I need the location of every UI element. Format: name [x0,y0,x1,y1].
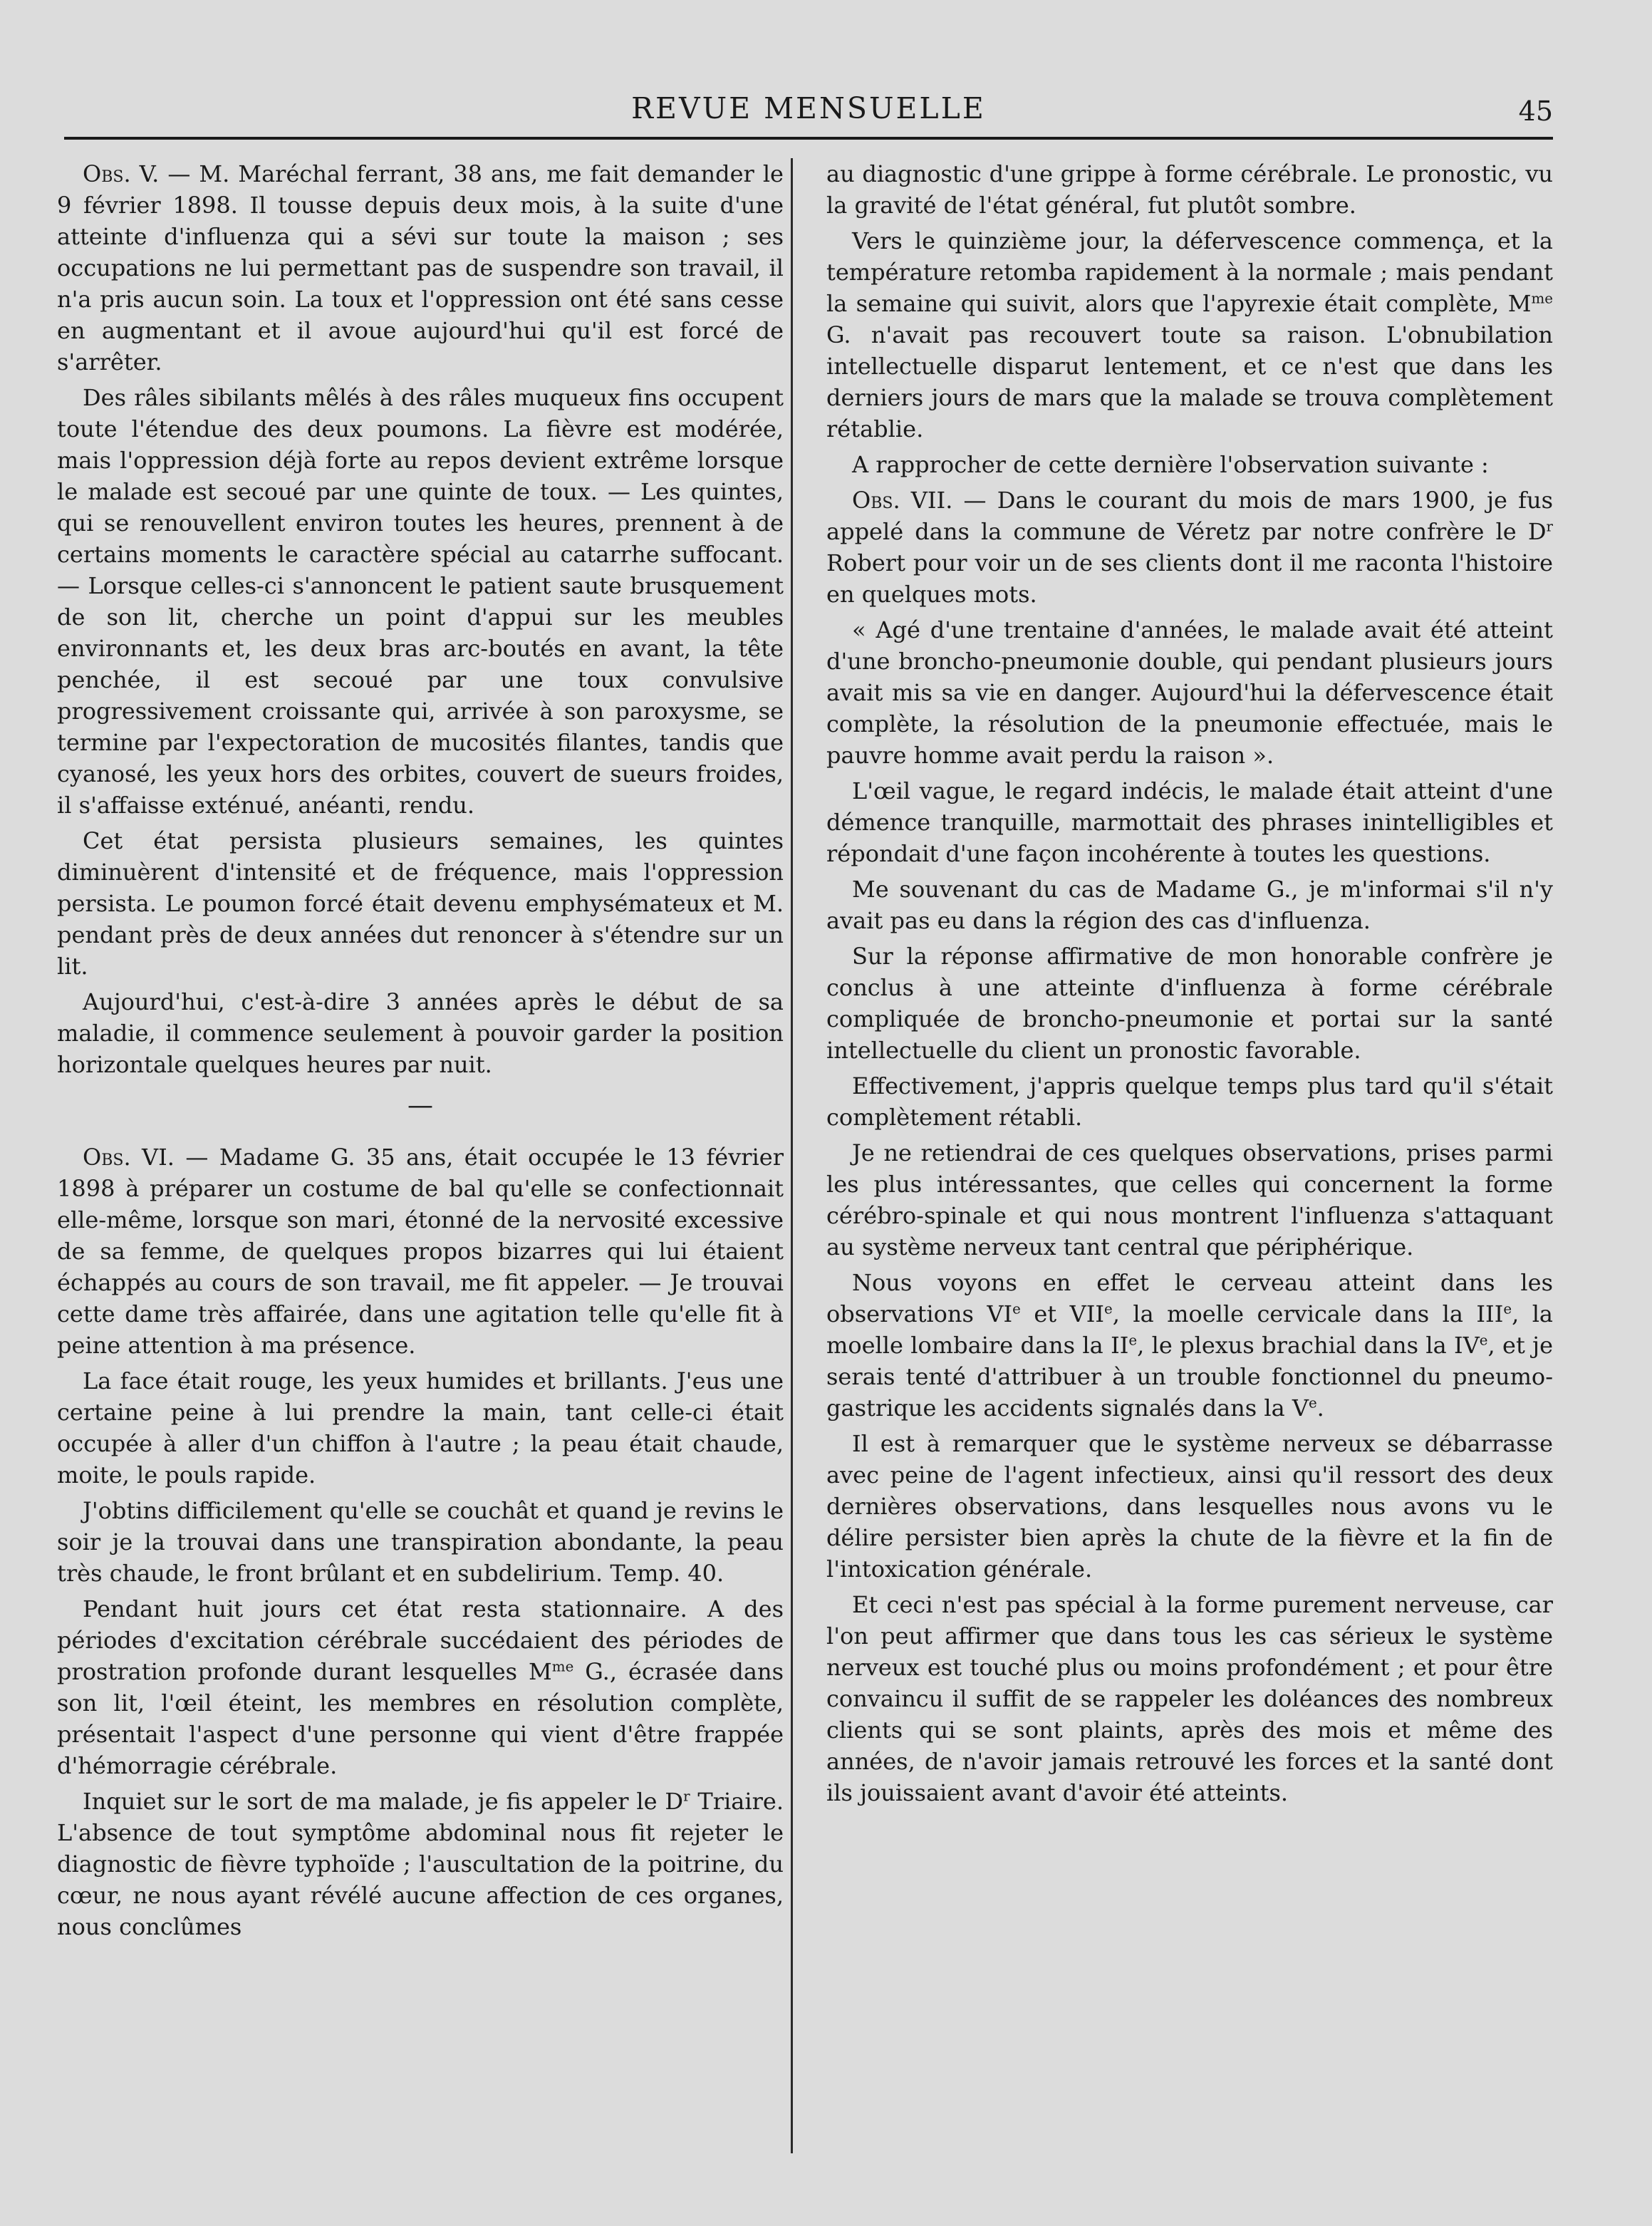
p11-sup-1: e [1012,1300,1021,1318]
p11-sup-2: e [1103,1300,1113,1318]
page-header [64,84,1553,141]
p11-sup-3: e [1503,1300,1512,1318]
p11-f: , et je serais tenté d'attribuer à un trouble fonctionnel du pneumo-gastrique les accidents signalés dans la V [826,1332,1553,1422]
right-paragraph-7: Me souvenant du cas de Madame G., je m'informai s'il n'y avait pas eu dans la région des cas d'influenza. [826,876,1553,934]
obs-vi-p4-a: Pendant huit jours cet état resta stationnaire. A des périodes d'excitation cérébrale succédaient des périodes de prostration profonde durant lesquelles M [57,1595,784,1685]
right-p2-b: G. n'avait pas recouvert toute sa raison. L'obnubilation intellectuelle disparut lentement, et ce n'est que dans les derniers jours de mars que la malade se trouva complètement rétablie. [826,321,1553,442]
obs-vi-paragraph-2: La face était rouge, les yeux humides et brillants. J'eus une certaine peine à lui prendre la main, tant celle-ci était occupée à aller d'un chiffon à l'autre ; la peau était chaude, moite, le pouls rapide. [57,1367,784,1489]
right-paragraph-1: au diagnostic d'une grippe à forme cérébrale. Le pronostic, vu la gravité de l'état général, fut plutôt sombre. [826,160,1553,219]
p11-sup-5: e [1479,1332,1488,1349]
obs-v-paragraph-2: Des râles sibilants mêlés à des râles muqueux fins occupent toute l'étendue des deux poumons. La fièvre est modérée, mais l'oppression déjà forte au repos devient extrême lorsque le malade est secoué par une quinte de toux. — Les quintes, qui se renouvellent environ toutes les heures, prennent à de certains moments le caractère spécial au catarrhe suffocant. — Lorsque celles-ci s'annoncent le patient saute brusquement de son lit, cherche un point d'appui sur les meubles environnants et, les deux bras arc-boutés en avant, la tête penchée, il est secoué par une toux convulsive progressivement croissante qui, arrivée à son paroxysme, se termine par l'expectoration de mucosités filantes, tandis que cyanosé, les yeux hors des orbites, couvert de sueurs froides, il s'affaisse exténué, anéanti, rendu. [57,384,784,819]
obs-vi-label: Obs. VI. [83,1144,175,1171]
p11-sup-4: e [1128,1332,1138,1349]
obs-vi-p4-sup: me [551,1658,574,1675]
obs-vii-label: Obs. VII. [852,487,953,514]
p11-c: , la moelle cervicale dans la III [1112,1300,1504,1327]
right-paragraph-3: A rapprocher de cette dernière l'observation suivante : [852,451,1489,478]
column-rule [791,158,793,2153]
p11-g: . [1316,1394,1324,1422]
p11-sup-6: e [1308,1394,1317,1412]
right-paragraph-6: L'œil vague, le regard indécis, le malade était atteint d'une démence tranquille, marmottait des phrases inintelligibles et répondait d'une façon incohérente à toutes les questions. [826,777,1553,867]
obs-vi-paragraph-3: J'obtins difficilement qu'elle se couchât et quand je revins le soir je la trouvai dans une transpiration abondante, la peau très chaude, le front brûlant et en subdelirium. Temp. 40. [57,1497,784,1587]
right-column [826,158,1553,2168]
header-rule [64,137,1553,140]
obs-vii-b: Robert pour voir un de ses clients dont il me raconta l'histoire en quelques mots. [826,549,1553,608]
obs-v-paragraph-1 [57,158,784,378]
obs-v-label: Obs. V. [83,160,160,187]
obs-v-text: — M. Maréchal ferrant, 38 ans, me fait demander le 9 février 1898. Il tousse depuis deux mois, à la suite d'une atteinte d'influenza qui a sévi sur toute la maison ; ses occupations ne lui permettant pas de suspendre son travail, il n'a pris aucun soin. La toux et l'oppression ont été sans cesse en augmentant et il avoue aujourd'hui qu'il est forcé de s'arrêter. [57,160,784,376]
obs-vii-paragraph-1 [826,485,1553,610]
right-p2-sup: me [1531,290,1553,307]
obs-vi-paragraph-5 [57,1786,784,1942]
right-paragraph-13: Et ceci n'est pas spécial à la forme purement nerveuse, car l'on peut affirmer que dans tous les cas sérieux le système nerveux est touché plus ou moins profondément ; et pour être convaincu il suffit de se rappeler les doléances des nombreux clients qui se sont plaints, après des mois et même des années, de n'avoir jamais retrouvé les forces et la santé dont ils jouissaient avant d'avoir été atteints. [826,1591,1553,1806]
obs-vii-sup: r [1546,518,1553,535]
obs-vi-p4-b: G., écrasée dans son lit, l'œil éteint, les membres en résolution complète, présentait l'aspect d'une personne qui vient d'être frappée d'hémorragie cérébrale. [57,1658,784,1779]
right-paragraph-5: « Agé d'une trentaine d'années, le malade avait été atteint d'une broncho-pneumonie double, qui pendant plusieurs jours avait mis sa vie en danger. Aujourd'hui la défervescence était complète, la résolution de la pneumonie effectuée, mais le pauvre homme avait perdu la raison ». [826,616,1553,769]
right-paragraph-12: Il est à remarquer que le système nerveux se débarrasse avec peine de l'agent infectieux, ainsi qu'il ressort des deux dernières observations, dans lesquelles nous avons vu le délire persister bien après la chute de la fièvre et la fin de l'intoxication générale. [826,1430,1553,1583]
page-number: 45 [1518,95,1553,127]
right-paragraph-11 [826,1267,1553,1424]
obs-vi-text: — Madame G. 35 ans, était occupée le 13 février 1898 à préparer un costume de bal qu'elle se confectionnait elle-même, lorsque son mari, étonné de la nervosité excessive de sa femme, de quelques propos bizarres qui lui étaient échappés au cours de son travail, me fit appeler. — Je trouvai cette dame très affairée, dans une agitation telle qu'elle fit à peine attention à ma présence. [57,1144,784,1359]
obs-v-paragraph-3: Cet état persista plusieurs semaines, les quintes diminuèrent d'intensité et de fréquence, mais l'oppression persista. Le poumon forcé était devenu emphysémateux et M. pendant près de deux années dut renoncer à s'étendre sur un lit. [57,827,784,980]
obs-vi-paragraph-1 [57,1142,784,1361]
p11-b: et VII [1020,1300,1104,1327]
right-paragraph-8: Sur la réponse affirmative de mon honorable confrère je conclus à une atteinte d'influenza à forme cérébrale compliquée de broncho-pneumonie et portai sur la santé intellectuelle du client un pronostic favorable. [826,943,1553,1064]
obs-v-paragraph-4: Aujourd'hui, c'est-à-dire 3 années après le début de sa maladie, il commence seulement à pouvoir garder la position horizontale quelques heures par nuit. [57,988,784,1078]
obs-vii-a: — Dans le courant du mois de mars 1900, je fus appelé dans la commune de Véretz par notre confrère le D [826,487,1553,545]
obs-vi-paragraph-4 [57,1593,784,1781]
right-p2-a: Vers le quinzième jour, la défervescence commença, et la température retomba rapidement à la normale ; mais pendant la semaine qui suivit, alors que l'apyrexie était complète, M [826,227,1553,317]
obs-vi-p5-a: Inquiet sur le sort de ma malade, je fis appeler le D [83,1788,684,1815]
running-title: REVUE MENSUELLE [631,91,986,125]
p11-a: Nous voyons en effet le cerveau atteint dans les observations VI [826,1269,1553,1327]
p11-e: , le plexus brachial dans la IV [1137,1332,1480,1359]
left-column [57,158,784,2168]
obs-vi-p5-sup: r [683,1788,690,1805]
right-paragraph-9: Effectivement, j'appris quelque temps plus tard qu'il s'était complètement rétabli. [826,1072,1553,1131]
obs-vi-p5-b: Triaire. L'absence de tout symptôme abdominal nous fit rejeter le diagnostic de fièvre typhoïde ; l'auscultation de la poitrine, du cœur, ne nous ayant révélé aucune affection de ces organes, nous conclûmes [57,1788,784,1940]
right-paragraph-2 [826,225,1553,445]
right-paragraph-10: Je ne retiendrai de ces quelques observations, prises parmi les plus intéressantes, que celles qui concernent la forme cérébro-spinale et qui nous montrent l'influenza s'attaquant au système nerveux tant central que périphérique. [826,1139,1553,1260]
p11-d: , la moelle lombaire dans la II [826,1300,1553,1359]
section-separator: — [407,1091,433,1120]
